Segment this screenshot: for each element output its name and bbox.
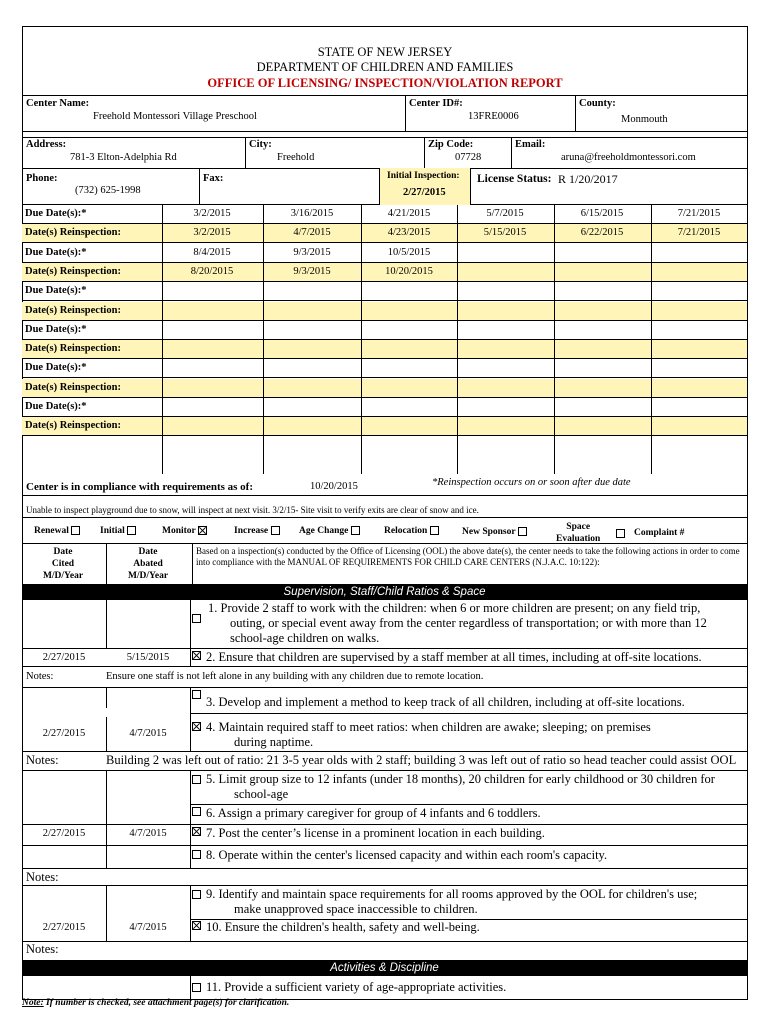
due-row-date: 8/4/2015 — [193, 246, 231, 258]
item-4-note: Building 2 was left out of ratio: 21 3-5 year olds with 2 staff; building 3 was left out of ratio so head teacher could assist OOL — [106, 753, 737, 767]
email-label: Email: — [515, 139, 546, 150]
item-1: 1. Provide 2 staff to work with the children: when 6 or more children are present; on any field trip, outing, or special event away from the center regardless of transportation; or with more than 12 school-age children on walks. — [208, 601, 707, 645]
item-2-abated: 5/15/2015 — [126, 652, 170, 663]
center-id: 13FRE0006 — [468, 111, 519, 122]
due-row — [22, 417, 747, 436]
reinspection-note: *Reinspection occurs on or soon after due date — [432, 477, 631, 488]
section-activities: Activities & Discipline — [22, 960, 747, 976]
item-8-notes-label: Notes: — [26, 870, 59, 884]
item-3-checkbox[interactable] — [192, 690, 201, 699]
initial-inspection-label: Initial Inspection: — [387, 171, 460, 181]
intro-text: Based on a inspection(s) conducted by the Office of Licensing (OOL) the above date(s), the center needs to take the following actions in order to come into compliance with the MANUAL OF REQUIREMENTS FOR CHILD CARE CENTERS (N.J.A.C. 10:122): — [196, 546, 740, 567]
item-5: 5. Limit group size to 12 infants (under 18 months), 20 children for early childhood or 30 children for school-age — [206, 772, 715, 801]
item-10: 10. Ensure the children's health, safety and well-being. — [206, 920, 480, 934]
due-row-label: Date(s) Reinspection: — [25, 265, 121, 277]
center-name: Freehold Montessori Village Preschool — [93, 111, 257, 122]
due-row-date: 10/5/2015 — [387, 246, 431, 258]
item-4-cited: 2/27/2015 — [42, 728, 86, 739]
license-status: R 1/20/2017 — [558, 172, 618, 186]
center-id-label: Center ID#: — [409, 98, 463, 109]
due-row-label: Due Date(s):* — [25, 362, 87, 374]
due-row-label: Due Date(s):* — [25, 285, 87, 297]
due-row-date: 7/21/2015 — [677, 208, 721, 219]
increase-checkbox[interactable] — [271, 526, 280, 535]
item-10-cited: 2/27/2015 — [42, 922, 86, 933]
due-row-date: 4/7/2015 — [293, 227, 331, 239]
item-7-checkbox[interactable] — [192, 827, 201, 836]
due-row — [22, 379, 747, 398]
new-sponsor-checkbox[interactable] — [518, 527, 527, 536]
age-change-checkbox[interactable] — [351, 526, 360, 535]
due-row-label: Due Date(s):* — [25, 246, 87, 258]
space-eval-checkbox[interactable] — [616, 529, 625, 538]
visit-type-monitor: Monitor — [162, 526, 207, 536]
due-row-date: 9/3/2015 — [293, 265, 331, 277]
item-4: 4. Maintain required staff to meet ratios: when children are awake; sleeping; on premises during naptime. — [206, 720, 651, 749]
item-8: 8. Operate within the center's licensed capacity and within each room's capacity. — [206, 848, 608, 862]
item-4-checkbox[interactable] — [192, 722, 201, 731]
address: 781-3 Elton-Adelphia Rd — [70, 152, 177, 163]
due-row-label: Date(s) Reinspection: — [25, 304, 121, 316]
due-row-label: Date(s) Reinspection: — [25, 420, 121, 432]
due-row — [22, 224, 747, 243]
due-row-date: 5/7/2015 — [486, 208, 524, 219]
item-2: 2. Ensure that children are supervised by a staff member at all times, including at off-site locations. — [206, 650, 702, 664]
city-label: City: — [249, 139, 272, 150]
due-row-date: 5/15/2015 — [483, 227, 527, 239]
item-5-checkbox[interactable] — [192, 775, 201, 784]
footer-note: Note: If number is checked, see attachment page(s) for clarification. — [22, 998, 290, 1008]
section-supervision: Supervision, Staff/Child Ratios & Space — [22, 584, 747, 600]
item-7: 7. Post the center’s license in a prominent location in each building. — [206, 826, 545, 840]
address-label: Address: — [26, 139, 67, 150]
item-3: 3. Develop and implement a method to keep track of all children, including at off-site locations. — [206, 695, 685, 709]
item-11: 11. Provide a sufficient variety of age-appropriate activities. — [206, 980, 507, 994]
initial-inspection-date: 2/27/2015 — [403, 187, 446, 198]
county-label: County: — [579, 98, 616, 109]
visit-type-relocation: Relocation — [384, 526, 439, 536]
state-title: STATE OF NEW JERSEY — [317, 45, 453, 59]
initial-checkbox[interactable] — [127, 526, 136, 535]
relocation-checkbox[interactable] — [430, 526, 439, 535]
visit-type-initial: Initial — [100, 526, 136, 536]
item-1-checkbox[interactable] — [192, 614, 201, 623]
due-row-date: 3/2/2015 — [193, 208, 231, 219]
item-9: 9. Identify and maintain space requirements for all rooms approved by the OOL for children's use; make unapproved space inaccessible to children. — [206, 887, 698, 916]
date-abated-header: Date Abated M/D/Year — [127, 547, 169, 581]
zip-label: Zip Code: — [428, 139, 474, 150]
due-row-date: 10/20/2015 — [385, 265, 433, 277]
due-row-date: 8/20/2015 — [190, 265, 234, 277]
item-11-checkbox[interactable] — [192, 983, 201, 992]
phone-label: Phone: — [26, 173, 58, 184]
due-row-label: Due Date(s):* — [25, 323, 87, 335]
inspection-remark: Unable to inspect playground due to snow, will inspect at next visit. 3/2/15- Site visit to verify exits are clear of snow and ice. — [26, 505, 479, 515]
item-6-checkbox[interactable] — [192, 807, 201, 816]
center-name-label: Center Name: — [26, 98, 90, 109]
due-row — [22, 340, 747, 359]
department-title: DEPARTMENT OF CHILDREN AND FAMILIES — [256, 60, 514, 74]
due-row — [22, 398, 747, 417]
due-row-date: 4/21/2015 — [387, 208, 431, 219]
due-row — [22, 244, 747, 263]
item-6: 6. Assign a primary caregiver for group of 4 infants and 6 toddlers. — [206, 806, 541, 820]
due-row-date: 6/15/2015 — [580, 208, 624, 219]
due-row-date: 7/21/2015 — [677, 227, 721, 239]
due-row-date: 3/2/2015 — [193, 227, 231, 239]
due-row-label: Date(s) Reinspection: — [25, 227, 121, 239]
phone: (732) 625-1998 — [75, 185, 141, 196]
visit-type-age-change: Age Change — [299, 526, 360, 536]
item-2-checkbox[interactable] — [192, 651, 201, 660]
due-row-date: 9/3/2015 — [293, 246, 331, 258]
license-status-label: License Status: — [477, 173, 552, 185]
visit-type-complaint: Complaint # — [634, 528, 685, 538]
visit-type-renewal: Renewal — [34, 526, 80, 536]
due-row — [22, 359, 747, 378]
item-10-notes-label: Notes: — [26, 942, 59, 956]
due-row — [22, 282, 747, 301]
email: aruna@freeholdmontessori.com — [561, 152, 696, 163]
item-7-cited: 2/27/2015 — [42, 828, 86, 839]
visit-type-increase: Increase — [234, 526, 280, 536]
item-7-abated: 4/7/2015 — [129, 828, 167, 839]
visit-type-space-eval: Space Evaluation — [556, 522, 601, 544]
item-10-abated: 4/7/2015 — [129, 922, 167, 933]
due-row — [22, 263, 747, 282]
due-row-label: Date(s) Reinspection: — [25, 343, 121, 355]
due-row — [22, 302, 747, 321]
due-row — [22, 205, 747, 224]
due-row-label: Due Date(s):* — [25, 401, 87, 412]
item-8-checkbox[interactable] — [192, 850, 201, 859]
due-row-label: Date(s) Reinspection: — [25, 381, 121, 393]
visit-type-new-sponsor: New Sponsor — [462, 527, 527, 537]
item-10-checkbox[interactable] — [192, 921, 201, 930]
renewal-checkbox[interactable] — [71, 526, 80, 535]
compliance-label: Center is in compliance with requirements as of: — [26, 481, 254, 493]
item-4-abated: 4/7/2015 — [129, 728, 167, 739]
date-cited-header: Date Cited M/D/Year — [42, 547, 84, 581]
city: Freehold — [277, 152, 315, 163]
item-2-note: Ensure one staff is not left alone in any building with any children due to remote location. — [106, 671, 484, 682]
item-2-cited: 2/27/2015 — [42, 652, 86, 663]
county: Monmouth — [621, 114, 668, 125]
item-4-notes-label: Notes: — [26, 753, 59, 767]
compliance-date: 10/20/2015 — [310, 481, 358, 492]
item-9-checkbox[interactable] — [192, 890, 201, 899]
item-2-notes-label: Notes: — [26, 671, 54, 682]
due-row-date: 3/16/2015 — [290, 208, 334, 219]
due-row-date: 4/23/2015 — [387, 227, 431, 239]
due-row — [22, 321, 747, 340]
fax-label: Fax: — [203, 173, 224, 184]
monitor-checkbox[interactable] — [198, 526, 207, 535]
zip: 07728 — [455, 152, 482, 163]
due-row-date: 6/22/2015 — [580, 227, 624, 239]
report-title: OFFICE OF LICENSING/ INSPECTION/VIOLATION REPORT — [207, 76, 563, 90]
due-row-label: Due Date(s):* — [25, 208, 87, 219]
